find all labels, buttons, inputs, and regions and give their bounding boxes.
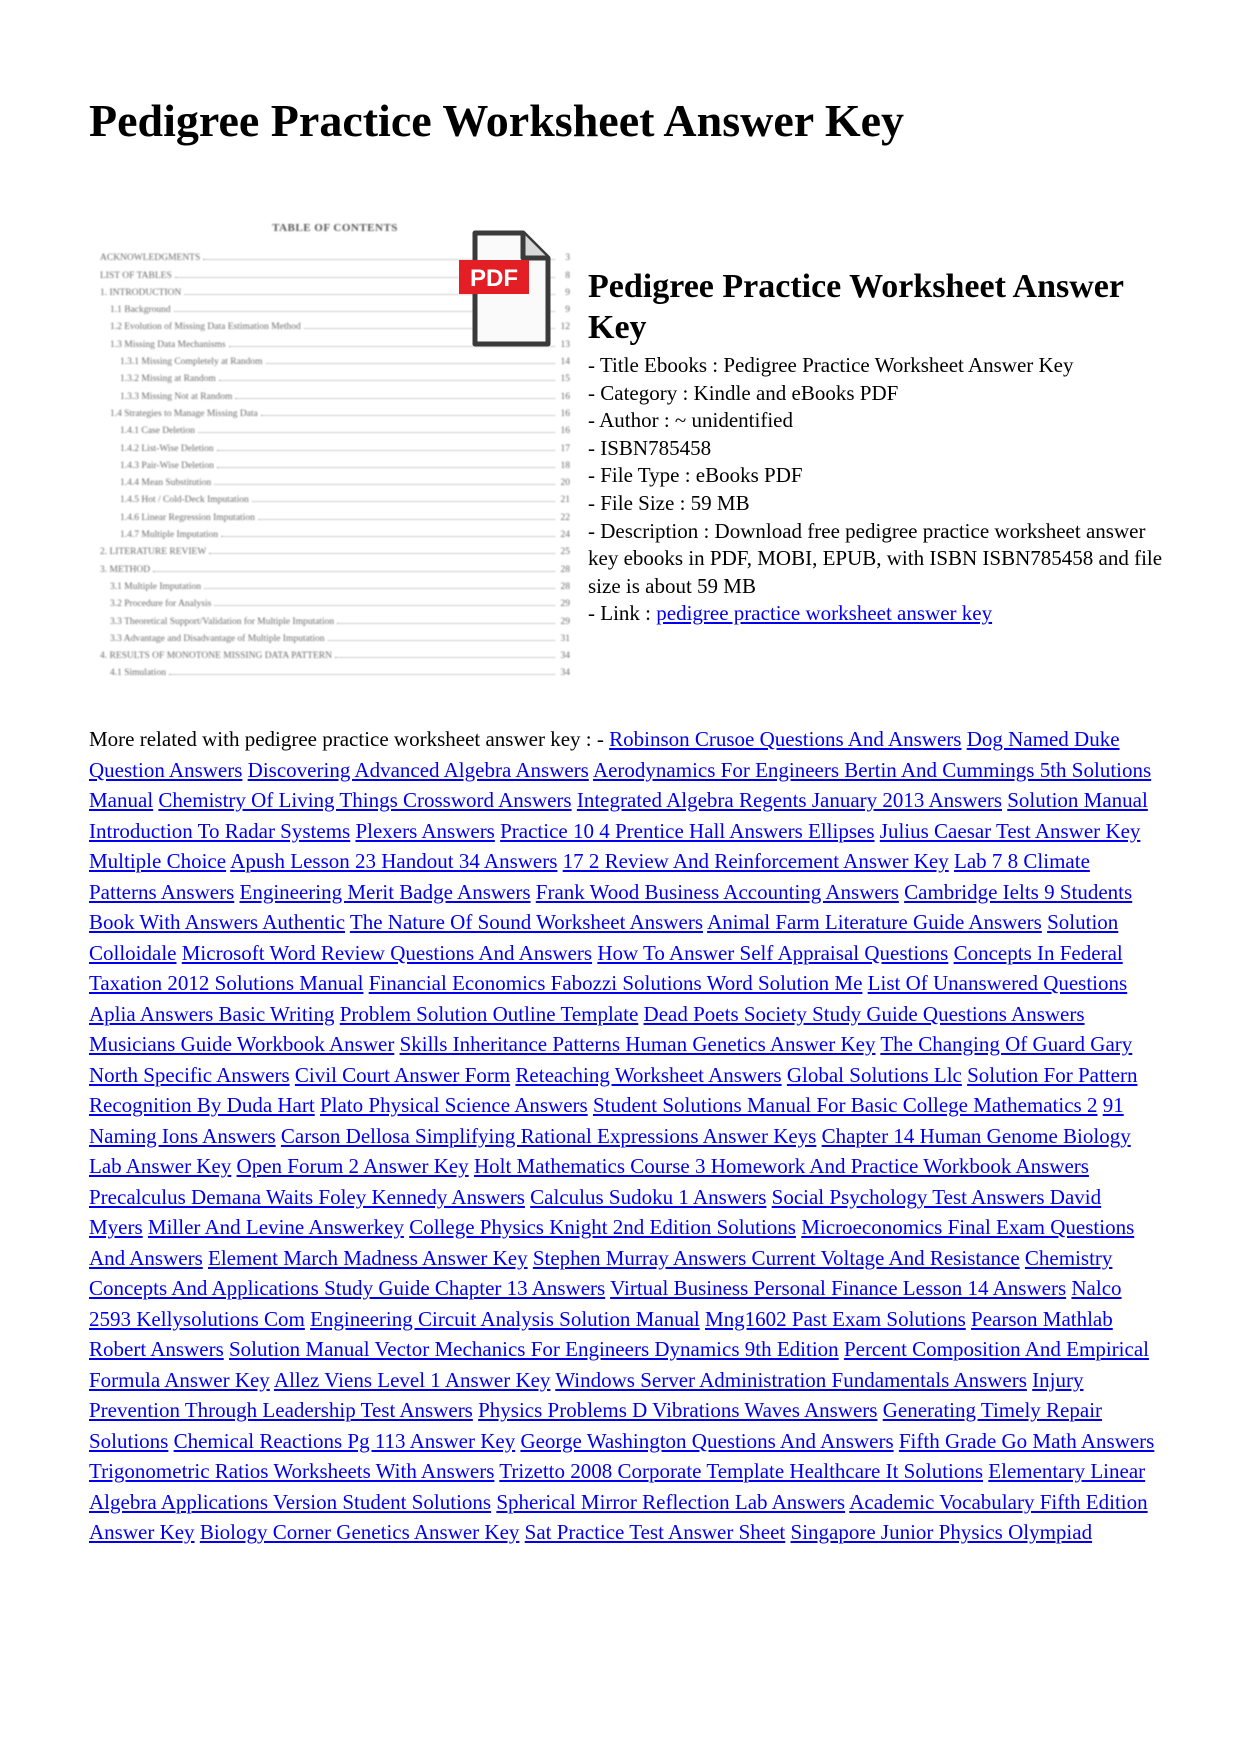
related-link[interactable]: Solution For Pattern Recognition By Duda Hart [89, 1062, 1138, 1117]
toc-row-page: 34 [560, 668, 570, 679]
toc-row-label: ACKNOWLEDGMENTS [100, 253, 201, 264]
download-link[interactable]: pedigree practice worksheet answer key [656, 601, 993, 626]
related-link[interactable]: Elementary Linear Algebra Applications Version Student Solutions [89, 1459, 1146, 1514]
toc-row-label: 1.4.7 Multiple Imputation [120, 530, 219, 541]
toc-row-label: 2. LITERATURE REVIEW [100, 547, 207, 558]
related-link[interactable]: Percent Composition And Empirical Formula Answer Key [89, 1337, 1149, 1392]
related-link[interactable]: Open Forum 2 Answer Key [236, 1154, 469, 1178]
toc-dot-leader [221, 536, 555, 537]
toc-row-page: 29 [560, 616, 570, 627]
related-intro: More related with pedigree practice worksheet answer key : - [89, 727, 610, 751]
metadata-line: - ISBN785458 [588, 435, 712, 460]
related-link[interactable]: Microeconomics Final Exam Questions And Answers [89, 1215, 1135, 1270]
toc-row-page: 13 [560, 339, 570, 350]
toc-row [100, 644, 570, 661]
related-link[interactable]: Student Solutions Manual For Basic College Mathematics 2 [592, 1093, 1098, 1117]
toc-row-label: 3.3 Theoretical Support/Validation for Multiple Imputation [110, 616, 335, 627]
toc-row [100, 471, 570, 488]
toc-row [100, 505, 570, 522]
toc-row-label: 1.4 Strategies to Manage Missing Data [110, 408, 258, 419]
related-link[interactable]: Dead Poets Society Study Guide Questions Answers [643, 1001, 1085, 1026]
toc-row [100, 661, 570, 678]
metadata-line: - File Size : 59 MB [588, 490, 750, 515]
toc-dot-leader [209, 553, 555, 554]
toc-row [100, 367, 570, 384]
related-link[interactable]: Injury Prevention Through Leadership Test Answers [89, 1367, 1084, 1422]
toc-row-page: 8 [565, 270, 570, 281]
pdf-file-icon [455, 230, 555, 348]
related-link[interactable]: Physics Problems D Vibrations Waves Answers [478, 1398, 878, 1422]
toc-row [100, 384, 570, 401]
related-link[interactable]: Singapore Junior Physics Olympiad [790, 1520, 1093, 1544]
related-link[interactable]: Windows Server Administration Fundamentals Answers [555, 1367, 1027, 1392]
toc-row-page: 24 [560, 530, 570, 541]
toc-row-label: 1.4.2 List-Wise Deletion [120, 443, 214, 454]
related-link[interactable]: Calculus Sudoku 1 Answers [530, 1184, 767, 1209]
toc-dot-leader [328, 640, 556, 641]
toc-row-label: 3.1 Multiple Imputation [110, 581, 202, 592]
related-link[interactable]: Stephen Murray Answers Current Voltage And Resistance [532, 1245, 1020, 1270]
toc-row-page: 20 [560, 478, 570, 489]
related-link[interactable]: Apush Lesson 23 Handout 34 Answers [230, 849, 558, 873]
page-title: Pedigree Practice Worksheet Answer Key [89, 95, 905, 146]
toc-row-label: 1.3.1 Missing Completely at Random [120, 357, 263, 368]
related-link[interactable]: Concepts In Federal Taxation 2012 Solutions Manual [89, 940, 1123, 995]
related-link[interactable]: Chemistry Concepts And Applications Study Guide Chapter 13 Answers [89, 1245, 1113, 1300]
toc-row-page: 9 [565, 305, 570, 316]
related-link[interactable]: Chemistry Of Living Things Crossword Answers [158, 788, 572, 812]
toc-row-label: 1. INTRODUCTION [100, 287, 182, 298]
toc-row-label: 3.2 Procedure for Analysis [110, 599, 212, 610]
toc-row-label: 1.3 Missing Data Mechanisms [110, 339, 226, 350]
related-link[interactable]: Generating Timely Repair Solutions [89, 1398, 1103, 1453]
toc-row-label: 4. RESULTS OF MONOTONE MISSING DATA PATTERN [100, 651, 332, 662]
toc-dot-leader [335, 657, 555, 658]
metadata-list [588, 352, 1168, 600]
toc-row-page: 28 [560, 581, 570, 592]
related-link[interactable]: Precalculus Demana Waits Foley Kennedy Answers [89, 1184, 525, 1209]
toc-dot-leader [337, 623, 555, 624]
related-link[interactable]: The Nature Of Sound Worksheet Answers [349, 910, 703, 934]
related-link[interactable]: Global Solutions Llc [786, 1062, 962, 1087]
toc-row-page: 16 [560, 426, 570, 437]
toc-dot-leader [252, 501, 555, 502]
related-link[interactable]: Carson Dellosa Simplifying Rational Expressions Answer Keys [280, 1123, 817, 1148]
related-link[interactable]: Solution Manual Introduction To Radar Systems [89, 788, 1148, 843]
toc-dot-leader [261, 415, 555, 416]
toc-dot-leader [214, 484, 555, 485]
toc-row-page: 17 [560, 443, 570, 454]
toc-dot-leader [204, 588, 555, 589]
toc-row [100, 419, 570, 436]
toc-heading: TABLE OF CONTENTS [272, 222, 398, 234]
toc-row-label: 1.4.6 Linear Regression Imputation [120, 512, 255, 523]
related-link[interactable]: Nalco 2593 Kellysolutions Com [89, 1276, 1122, 1331]
related-link[interactable]: Reteaching Worksheet Answers [515, 1062, 782, 1087]
related-link[interactable]: Lab 7 8 Climate Patterns Answers [89, 849, 1090, 904]
toc-row [100, 592, 570, 609]
related-link[interactable]: Julius Caesar Test Answer Key Multiple Choice [89, 818, 1141, 873]
related-link[interactable]: Practice 10 4 Prentice Hall Answers Ellipses [500, 818, 875, 843]
related-link[interactable]: George Washington Questions And Answers [520, 1428, 894, 1453]
related-link[interactable]: Plato Physical Science Answers [319, 1093, 588, 1117]
toc-row-label: 3. METHOD [100, 564, 151, 575]
related-link[interactable]: Civil Court Answer Form [294, 1062, 511, 1087]
related-link[interactable]: Frank Wood Business Accounting Answers [535, 879, 899, 904]
toc-row [100, 402, 570, 419]
toc-dot-leader [217, 467, 555, 468]
related-link[interactable]: Skills Inheritance Patterns Human Genetics Answer Key [399, 1032, 876, 1056]
related-link[interactable]: Spherical Mirror Reflection Lab Answers [496, 1489, 846, 1514]
toc-dot-leader [198, 432, 555, 433]
related-link[interactable]: Miller And Levine Answerkey [147, 1215, 404, 1239]
related-link[interactable]: Biology Corner Genetics Answer Key [199, 1520, 520, 1544]
toc-row [100, 436, 570, 453]
related-link[interactable]: College Physics Knight 2nd Edition Solutions [409, 1215, 796, 1239]
metadata-line: - Category : Kindle and eBooks PDF [588, 380, 899, 405]
toc-dot-leader [153, 571, 555, 572]
toc-dot-leader [235, 398, 555, 399]
related-link[interactable]: Aplia Answers Basic Writing [89, 1001, 335, 1026]
toc-row-label: 1.4.1 Case Deletion [120, 426, 195, 437]
toc-row-label: 1.4.4 Mean Substitution [120, 478, 212, 489]
related-link[interactable]: Solution Manual Vector Mechanics For Engineers Dynamics 9th Edition [229, 1337, 839, 1361]
pdf-badge-label: PDF [470, 265, 518, 292]
related-link[interactable]: Sat Practice Test Answer Sheet [524, 1520, 786, 1544]
info-heading: Pedigree Practice Worksheet Answer Key [588, 268, 1124, 346]
related-link[interactable]: Chemical Reactions Pg 113 Answer Key [173, 1428, 516, 1453]
related-links [89, 724, 1157, 1548]
toc-row-page: 14 [560, 357, 570, 368]
related-link[interactable]: Dog Named Duke Question Answers [89, 727, 1120, 782]
metadata-line: - Title Ebooks : Pedigree Practice Worksheet Answer Key [588, 353, 1074, 377]
toc-row-label: 1.4.3 Pair-Wise Deletion [120, 460, 214, 471]
toc-row-label: 1.3.2 Missing at Random [120, 374, 216, 385]
link-line [588, 600, 1168, 628]
toc-row-page: 3 [565, 253, 570, 264]
metadata-line: - Author : ~ unidentified [588, 408, 793, 433]
toc-row-label: 1.4.5 Hot / Cold-Deck Imputation [120, 495, 249, 506]
related-link[interactable]: How To Answer Self Appraisal Questions [597, 940, 949, 965]
related-link[interactable]: Element March Madness Answer Key [208, 1245, 528, 1270]
toc-row-page: 29 [560, 599, 570, 610]
toc-row-page: 21 [560, 495, 570, 506]
toc-row-page: 12 [560, 322, 570, 333]
related-link[interactable]: Microsoft Word Review Questions And Answers [181, 940, 593, 965]
related-link[interactable]: The Changing Of Guard Gary North Specific Answers [89, 1032, 1133, 1087]
toc-row-label: LIST OF TABLES [100, 270, 172, 281]
related-link[interactable]: Plexers Answers [355, 818, 495, 843]
toc-dot-leader [169, 674, 555, 675]
metadata-line: - File Type : eBooks PDF [588, 463, 803, 488]
related-link[interactable]: Social Psychology Test Answers David Myers [89, 1184, 1102, 1239]
related-link[interactable]: Cambridge Ielts 9 Students Book With Answers Authentic [89, 879, 1133, 934]
toc-row-page: 18 [560, 460, 570, 471]
ebook-thumbnail [100, 210, 570, 700]
toc-dot-leader [266, 363, 556, 364]
related-link[interactable]: Trigonometric Ratios Worksheets With Answers [89, 1459, 495, 1483]
related-link[interactable]: Problem Solution Outline Template [339, 1001, 639, 1026]
toc-row-page: 31 [560, 633, 570, 644]
related-link[interactable]: 91 Naming Ions Answers [89, 1093, 1124, 1148]
toc-row [100, 575, 570, 592]
related-link[interactable]: Chapter 14 Human Genome Biology Lab Answer Key [89, 1123, 1131, 1178]
related-link[interactable]: Mng1602 Past Exam Solutions [705, 1306, 966, 1331]
toc-row [100, 523, 570, 540]
toc-dot-leader [219, 380, 555, 381]
toc-row-label: 1.2 Evolution of Missing Data Estimation Method [110, 322, 301, 333]
toc-row-label: 1.1 Background [110, 305, 171, 316]
toc-row-label: 1.3.3 Missing Not at Random [120, 391, 233, 402]
toc-dot-leader [217, 450, 555, 451]
ebook-info [588, 266, 1168, 628]
related-link[interactable]: Discovering Advanced Algebra Answers [247, 757, 589, 782]
related-link[interactable]: Virtual Business Personal Finance Lesson 14 Answers [610, 1276, 1067, 1300]
toc-row-label: 3.3 Advantage and Disadvantage of Multiple Imputation [110, 633, 325, 644]
toc-row-page: 16 [560, 391, 570, 402]
related-link[interactable]: Allez Viens Level 1 Answer Key [273, 1367, 551, 1392]
related-link[interactable]: Trizetto 2008 Corporate Template Healthcare It Solutions [499, 1459, 984, 1483]
related-link[interactable]: Academic Vocabulary Fifth Edition Answer Key [89, 1489, 1148, 1544]
toc-row [100, 488, 570, 505]
toc-row-page: 34 [560, 651, 570, 662]
toc-row [100, 350, 570, 367]
toc-row [100, 540, 570, 557]
link-prefix: - Link : [588, 601, 657, 626]
related-link[interactable]: Fifth Grade Go Math Answers [898, 1428, 1155, 1453]
related-link[interactable]: Financial Economics Fabozzi Solutions Word Solution Me [368, 971, 863, 995]
related-link[interactable]: Robinson Crusoe Questions And Answers [609, 727, 962, 751]
related-link[interactable]: Pearson Mathlab Robert Answers [89, 1306, 1113, 1361]
related-link[interactable]: Solution Colloidale [89, 910, 1119, 965]
toc-dot-leader [214, 605, 555, 606]
related-link[interactable]: List Of Unanswered Questions [867, 971, 1128, 995]
toc-row [100, 454, 570, 471]
toc-row-page: 22 [560, 512, 570, 523]
related-link[interactable]: Engineering Circuit Analysis Solution Manual [310, 1306, 700, 1331]
toc-dot-leader [258, 519, 555, 520]
related-link[interactable]: Aerodynamics For Engineers Bertin And Cummings 5th Solutions Manual [89, 757, 1152, 812]
related-link[interactable]: Engineering Merit Badge Answers [239, 879, 531, 904]
toc-row-page: 16 [560, 408, 570, 419]
related-link[interactable]: Animal Farm Literature Guide Answers [707, 910, 1042, 934]
related-link[interactable]: Holt Mathematics Course 3 Homework And Practice Workbook Answers [473, 1154, 1089, 1178]
related-link[interactable]: Musicians Guide Workbook Answer [89, 1032, 395, 1056]
related-link[interactable]: Integrated Algebra Regents January 2013 Answers [576, 788, 1002, 812]
metadata-line: - Description : Download free pedigree practice worksheet answer key ebooks in PDF, MOBI, EPUB, with ISBN ISBN785458 and file size is about 59 MB [588, 518, 1163, 598]
toc-row-page: 25 [560, 547, 570, 558]
toc-row [100, 609, 570, 626]
toc-row [100, 627, 570, 644]
toc-row-page: 9 [565, 287, 570, 298]
toc-row [100, 557, 570, 574]
toc-row-page: 15 [560, 374, 570, 385]
toc-row-label: 4.1 Simulation [110, 668, 166, 679]
toc-row-page: 28 [560, 564, 570, 575]
related-link[interactable]: 17 2 Review And Reinforcement Answer Key [562, 849, 949, 873]
